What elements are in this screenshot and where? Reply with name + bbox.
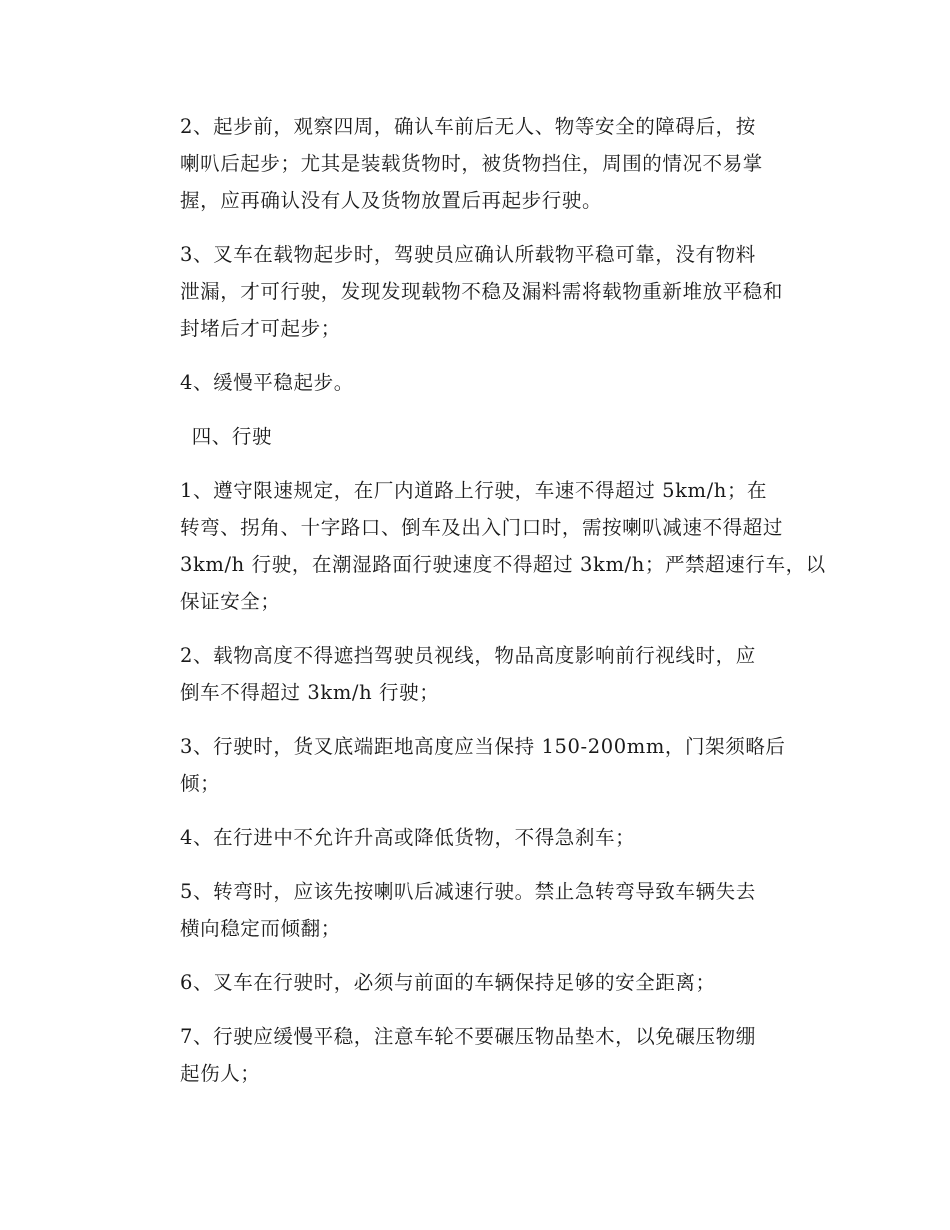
paragraph-turning	[141, 873, 803, 947]
paragraph-fork-height	[141, 728, 803, 802]
paragraph-line: 5、转弯时，应该先按喇叭后减速行驶。禁止急转弯导致车辆失去	[180, 880, 756, 903]
paragraph-line: 2、起步前，观察四周，确认车前后无人、物等安全的障碍后，按	[180, 115, 756, 138]
paragraph-load-height	[141, 637, 803, 711]
paragraph-line: 4、缓慢平稳起步。	[180, 371, 354, 394]
paragraph-line: 3、行驶时，货叉底端距地高度应当保持 150-200mm，门架须略后	[180, 735, 786, 758]
paragraph-speed-limit	[141, 472, 826, 620]
paragraph-line: 6、叉车在行驶时，必须与前面的车辆保持足够的安全距离；	[180, 971, 716, 994]
paragraph-line: 2、载物高度不得遮挡驾驶员视线，物品高度影响前行视线时，应	[180, 644, 756, 667]
paragraph-line: 倒车不得超过 3km/h 行驶；	[180, 681, 440, 704]
paragraph-no-lift-moving	[141, 819, 803, 856]
paragraph-line: 3、叉车在载物起步时，驾驶员应确认所载物平稳可靠，没有物料	[180, 243, 756, 266]
paragraph-line: 倾；	[180, 772, 221, 795]
paragraph-start-check	[141, 108, 803, 219]
paragraph-line: 横向稳定而倾翻；	[180, 917, 341, 940]
paragraph-line: 转弯、拐角、十字路口、倒车及出入门口时，需按喇叭减速不得超过	[180, 516, 784, 539]
paragraph-slow-start	[141, 364, 803, 401]
paragraph-line: 封堵后才可起步；	[180, 317, 341, 340]
section-heading-driving: 四、行驶	[191, 425, 273, 448]
paragraph-line: 喇叭后起步；尤其是装载货物时，被货物挡住，周围的情况不易掌	[180, 152, 763, 175]
paragraph-safe-distance	[141, 964, 803, 1001]
paragraph-line: 1、遵守限速规定，在厂内道路上行驶，车速不得超过 5km/h；在	[180, 479, 768, 502]
paragraph-load-start	[141, 236, 803, 347]
document-page	[141, 108, 826, 1109]
paragraph-line: 4、在行进中不允许升高或降低货物，不得急刹车；	[180, 826, 636, 849]
paragraph-line: 保证安全；	[180, 590, 281, 613]
paragraph-line: 7、行驶应缓慢平稳，注意车轮不要碾压物品垫木，以免碾压物绷	[180, 1025, 756, 1048]
paragraph-line: 泄漏，才可行驶，发现发现载物不稳及漏料需将载物重新堆放平稳和	[180, 280, 784, 303]
paragraph-line: 起伤人；	[180, 1062, 261, 1085]
paragraph-line: 握，应再确认没有人及货物放置后再起步行驶。	[180, 189, 603, 212]
paragraph-smooth-driving	[141, 1018, 803, 1092]
paragraph-line: 3km/h 行驶，在潮湿路面行驶速度不得超过 3km/h；严禁超速行车，以	[180, 553, 826, 576]
